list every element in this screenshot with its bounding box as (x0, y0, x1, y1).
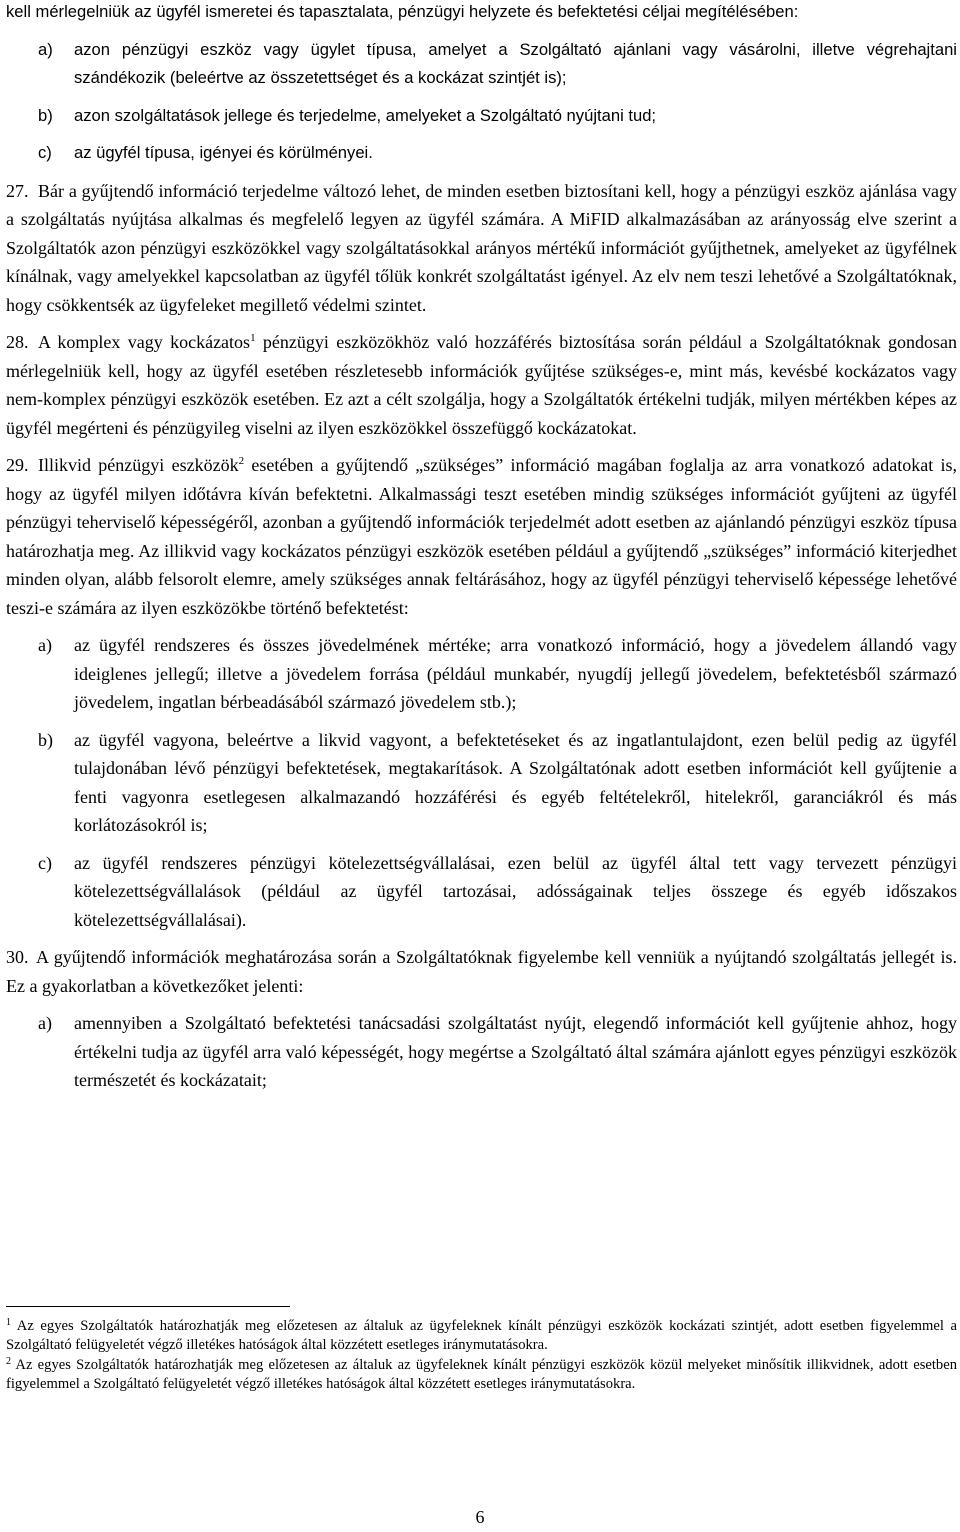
p29-item-b (38, 726, 957, 840)
list-text: azon pénzügyi eszköz vagy ügylet típusa, amelyet a Szolgáltató ajánlani vagy vásárolni, illetve végrehajtani szándékozik (beleértve az összetettséget és a kockázat szintjét is); (74, 39, 957, 87)
footnote-mark: 2 (6, 1355, 11, 1367)
list-label: c) (38, 852, 52, 873)
p29-item-a (38, 631, 957, 717)
paragraph-text: A komplex vagy kockázatos (38, 332, 251, 352)
footnote-ref-2[interactable]: 2 (238, 455, 245, 467)
footnote-text: Az egyes Szolgáltatók határozhatják meg előzetesen az általuk az ügyfeleknek kínált pénzügyi eszközök közül melyeket minősítik illikvidnek, adott esetben figyelemmel a Szolgáltató felügyeletét végző illetékes hatóságok által közzétett esetleges iránymutatásokra. (6, 1356, 957, 1392)
p30-item-a (38, 1009, 957, 1095)
paragraph-29-list (38, 631, 957, 934)
footnote-2 (6, 1356, 957, 1395)
paragraph-text: A gyűjtendő információk meghatározása során a Szolgáltatóknak figyelembe kell venniük a nyújtandó szolgáltatás jellegét is. Ez a gyakorlatban a következőket jelenti: (6, 947, 957, 996)
list-label: c) (38, 143, 52, 162)
paragraph-number: 27. (6, 180, 29, 201)
paragraph-30-list (38, 1009, 957, 1095)
footnote-text: Az egyes Szolgáltatók határozhatják meg előzetesen az általuk az ügyfeleknek kínált pénzügyi eszközök kockázati szintjét, adott esetben figyelemmel a Szolgáltató felügyeletét végző illetékes hatóságok által közzétett esetleges iránymutatásokra. (6, 1318, 957, 1354)
footnotes (6, 1317, 957, 1394)
paragraph-30 (6, 943, 957, 1000)
intro-item-c (38, 139, 957, 168)
list-text: amennyiben a Szolgáltató befektetési tanácsadási szolgáltatást nyújt, elegendő információt kell gyűjtenie ahhoz, hogy értékelni tudja az ügyfél arra való képességét, hogy megértse a Szolgáltató által számára ajánlott egyes pénzügyi eszközök természetét és kockázatait; (74, 1013, 957, 1090)
document-body (6, 0, 957, 1095)
paragraph-text-cont: esetében a gyűjtendő „szükséges” információ magában foglalja az arra vonatkozó adatokat is, hogy az ügyfél milyen időtávra kíván befektetni. Alkalmassági teszt esetében mindig szükséges információt gyűjteni az ügyfél pénzügyi teherviselő képességéről, azonban a gyűjtendő információk terjedelmét adott esetben az ajánlandó pénzügyi eszköz típusa határozhatja meg. Az illikvid vagy kockázatos pénzügyi eszközök esetében például a gyűjtendő „szükséges” információ kiterjedhet minden olyan, alább felsorolt elemre, amely szükséges annak feltárásához, hogy az ügyfél pénzügyi teherviselő képessége lehetővé teszi-e számára az ilyen eszközökbe történő befektetést: (6, 455, 958, 618)
paragraph-number: 28. (6, 332, 29, 352)
paragraph-27 (6, 177, 957, 320)
list-text: az ügyfél típusa, igényei és körülményei. (74, 143, 373, 162)
page-number: 6 (475, 1507, 485, 1527)
paragraph-28 (6, 328, 957, 442)
intro-item-b (38, 102, 957, 131)
footnote-1 (6, 1317, 957, 1356)
footnote-separator (6, 1306, 290, 1307)
paragraph-29 (6, 451, 957, 622)
intro-list (38, 36, 957, 168)
paragraph-number: 30. (6, 947, 29, 967)
intro-line: kell mérlegelniük az ügyfél ismeretei és tapasztalata, pénzügyi helyzete és befektetési céljai megítélésében: (6, 2, 799, 21)
list-label: b) (38, 105, 53, 125)
list-text: azon szolgáltatások jellege és terjedelme, amelyeket a Szolgáltató nyújtani tud; (74, 105, 657, 125)
p29-item-c (38, 849, 957, 935)
paragraph-text-cont: pénzügyi eszközökhöz való hozzáférés biztosítása során például a Szolgáltatóknak gondosan mérlegelniük kell, hogy az ügyfél esetében részletesebb információk gyűjtése szükséges-e, mint más, kevésbé kockázatos vagy nem-komplex pénzügyi eszközök esetében. Ez azt a célt szolgálja, hogy a Szolgáltatók értékelni tudják, milyen mértékben képes az ügyfél megérteni és pénzügyileg viselni az ilyen eszközökkel összefüggő kockázatokat. (6, 332, 958, 438)
list-label: a) (38, 1013, 52, 1033)
intro-item-a (38, 36, 957, 93)
footnote-ref-1[interactable]: 1 (250, 332, 256, 344)
list-text: az ügyfél rendszeres pénzügyi kötelezettségvállalásai, ezen belül az ügyfél által tett vagy tervezett pénzügyi kötelezettségvállalások (például az ügyfél tartozásai, adósságainak teljes összege és egyéb időszakos kötelezettségvállalásai). (74, 852, 957, 930)
footnote-mark: 1 (6, 1317, 11, 1328)
list-text: az ügyfél rendszeres és összes jövedelmének mértéke; arra vonatkozó információ, hogy a jövedelem állandó vagy ideiglenes jellegű; illetve a jövedelem forrása (például munkabér, nyugdíj jellegű jövedelem, befektetésből származó jövedelem, ingatlan bérbeadásából származó jövedelem stb.); (74, 635, 957, 712)
paragraph-text: Illikvid pénzügyi eszközök (38, 455, 239, 475)
list-label: a) (38, 39, 53, 59)
list-text: az ügyfél vagyona, beleértve a likvid vagyont, a befektetéseket és az ingatlantulajdont, ezen belül pedig az ügyfél tulajdonában lévő pénzügyi befektetések, megtakarítások. A Szolgáltatónak adott esetben információt kell gyűjtenie a fenti vagyonra esetlegesen alkalmazandó hozzáférési és egyéb feltételekről, hitelekről, garanciákról és más korlátozásokról is; (74, 729, 957, 835)
paragraph-text-cont: A MiFID alkalmazásában az arányosság elve szerint a Szolgáltatók azon pénzügyi eszközökkel vagy szolgáltatásokkal arányos mértékű információt gyűjthetnek, amelyeket az ügyfélnek kínálnak, vagy amelyekkel kapcsolatban az ügyfél tőlük konkrét szolgáltatást igényel. Az elv nem teszi lehetővé a Szolgáltatóknak, hogy csökkentsék az ügyfeleket megillető védelmi szintet. (6, 209, 958, 315)
list-label: b) (38, 729, 53, 750)
list-label: a) (38, 635, 52, 655)
paragraph-number: 29. (6, 455, 29, 475)
paragraph-text: Bár a gyűjtendő információ terjedelme változó lehet, de minden esetben biztosítani kell, hogy a pénzügyi eszköz ajánlása vagy a szolgáltatás nyújtása alkalmas és megfelelő legyen az ügyfél számára. (6, 180, 957, 229)
